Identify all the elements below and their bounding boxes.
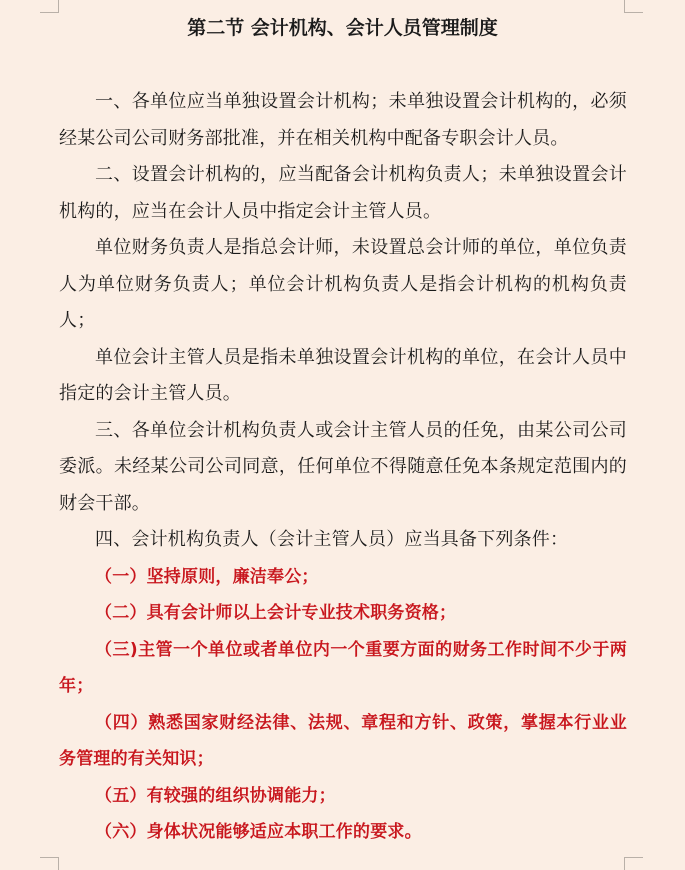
document-body bbox=[59, 84, 627, 851]
page-title: 第二节 会计机构、会计人员管理制度 bbox=[187, 17, 498, 39]
page-corner-mark-bottom-left bbox=[40, 857, 59, 870]
condition-item-2: （二）具有会计师以上会计专业技术职务资格； bbox=[95, 603, 457, 623]
condition-item-4: （四）熟悉国家财经法律、法规、章程和方针、政策，掌握本行业业务管理的有关知识； bbox=[59, 712, 627, 769]
paragraph-3: 单位财务负责人是指总会计师，未设置总会计师的单位，单位负责人为单位财务负责人；单位会计机构负责人是指会计机构的机构负责人； bbox=[59, 237, 627, 331]
condition-item-3: （三)主管一个单位或者单位内一个重要方面的财务工作时间不少于两年； bbox=[59, 639, 627, 696]
paragraph-1: 一、各单位应当单独设置会计机构；未单独设置会计机构的，必须经某公司公司财务部批准，并在相关机构中配备专职会计人员。 bbox=[59, 91, 627, 149]
page-corner-mark-top-right bbox=[624, 0, 643, 13]
paragraph-2: 二、设置会计机构的，应当配备会计机构负责人；未单独设置会计机构的，应当在会计人员中指定会计主管人员。 bbox=[59, 164, 627, 222]
paragraph-5: 三、各单位会计机构负责人或会计主管人员的任免，由某公司公司委派。未经某公司公司同意，任何单位不得随意任免本条规定范围内的财会干部。 bbox=[59, 419, 627, 514]
paragraph-6: 四、会计机构负责人（会计主管人员）应当具备下列条件： bbox=[95, 529, 569, 550]
condition-item-5: （五）有较强的组织协调能力； bbox=[95, 785, 336, 806]
page-corner-mark-top-left bbox=[40, 0, 59, 13]
paragraph-4: 单位会计主管人员是指未单独设置会计机构的单位，在会计人员中指定的会计主管人员。 bbox=[59, 346, 627, 404]
condition-item-1: （一）坚持原则，廉洁奉公； bbox=[95, 566, 319, 587]
condition-item-6: （六）身体状况能够适应本职工作的要求。 bbox=[95, 822, 422, 842]
page-corner-mark-bottom-right bbox=[624, 857, 643, 870]
